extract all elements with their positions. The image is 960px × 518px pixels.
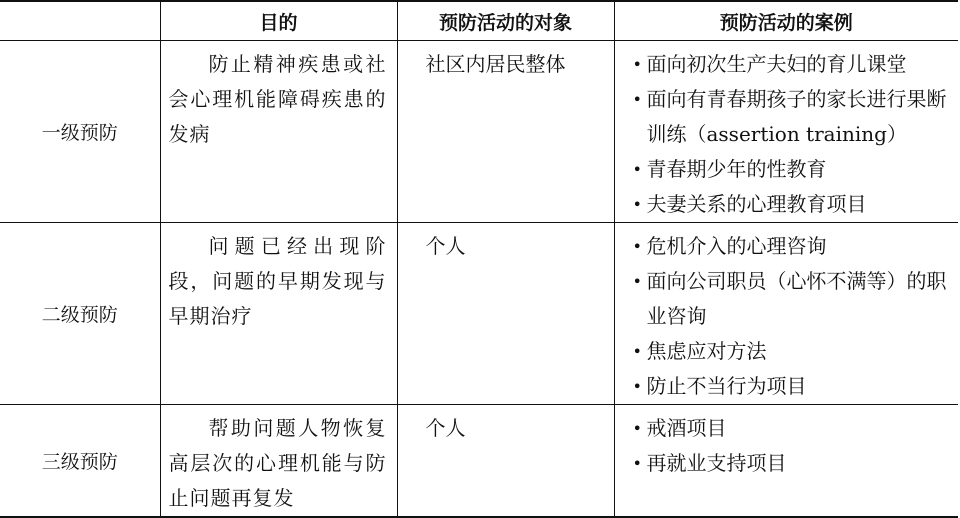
header-level [0, 1, 160, 41]
case-text: 防止不当行为项目 [646, 374, 807, 398]
bullet-icon: • [632, 160, 642, 179]
bullet-icon: • [632, 272, 642, 291]
bullet-icon: • [632, 90, 642, 109]
target-text: 个人 [425, 234, 466, 258]
case-text: 面向初次生产夫妇的育儿课堂 [646, 52, 907, 76]
case-text: 戒酒项目 [646, 416, 727, 440]
header-row [0, 1, 958, 41]
case-list [615, 223, 959, 404]
target-text: 社区内居民整体 [425, 52, 566, 76]
header-purpose: 目的 [160, 1, 397, 41]
case-text: 危机介入的心理咨询 [646, 234, 827, 258]
target-text: 个人 [425, 416, 466, 440]
table-row [0, 41, 958, 223]
level-cell: 二级预防 [0, 223, 160, 405]
case-text: 青春期少年的性教育 [646, 157, 827, 181]
case-text: 夫妻关系的心理教育项目 [646, 192, 867, 216]
bullet-icon: • [632, 454, 642, 473]
target-cell [397, 405, 614, 518]
table-row [0, 405, 958, 518]
target-cell [397, 223, 614, 405]
purpose-cell [160, 41, 397, 223]
purpose-text: 问题已经出现阶段，问题的早期发现与早期治疗 [168, 234, 387, 328]
bullet-icon: • [632, 195, 642, 214]
bullet-icon: • [632, 55, 642, 74]
bullet-icon: • [632, 377, 642, 396]
list-item [632, 264, 955, 334]
list-item [632, 446, 955, 481]
list-item [632, 229, 955, 264]
cases-cell [614, 405, 958, 518]
level-cell: 三级预防 [0, 405, 160, 518]
purpose-cell [160, 223, 397, 405]
list-item [632, 82, 955, 152]
case-text: 面向公司职员（心怀不满等）的职业咨询 [646, 269, 947, 328]
list-item [632, 334, 955, 369]
list-item [632, 152, 955, 187]
list-item [632, 187, 955, 222]
level-cell: 一级预防 [0, 41, 160, 223]
header-target: 预防活动的对象 [397, 1, 614, 41]
bullet-icon: • [632, 419, 642, 438]
case-text: 面向有青春期孩子的家长进行果断训练（assertion training） [646, 87, 947, 146]
list-item [632, 47, 955, 82]
bullet-icon: • [632, 237, 642, 256]
purpose-text: 防止精神疾患或社会心理机能障碍疾患的发病 [168, 52, 387, 146]
bullet-icon: • [632, 342, 642, 361]
list-item [632, 411, 955, 446]
case-list [615, 41, 959, 222]
case-text: 焦虑应对方法 [646, 339, 767, 363]
purpose-cell [160, 405, 397, 518]
list-item [632, 369, 955, 404]
cases-cell [614, 223, 958, 405]
case-list [615, 405, 959, 481]
purpose-text: 帮助问题人物恢复高层次的心理机能与防止问题再复发 [168, 416, 387, 510]
case-text: 再就业支持项目 [646, 451, 787, 475]
header-cases: 预防活动的案例 [614, 1, 958, 41]
cases-cell [614, 41, 958, 223]
target-cell [397, 41, 614, 223]
table-row [0, 223, 958, 405]
